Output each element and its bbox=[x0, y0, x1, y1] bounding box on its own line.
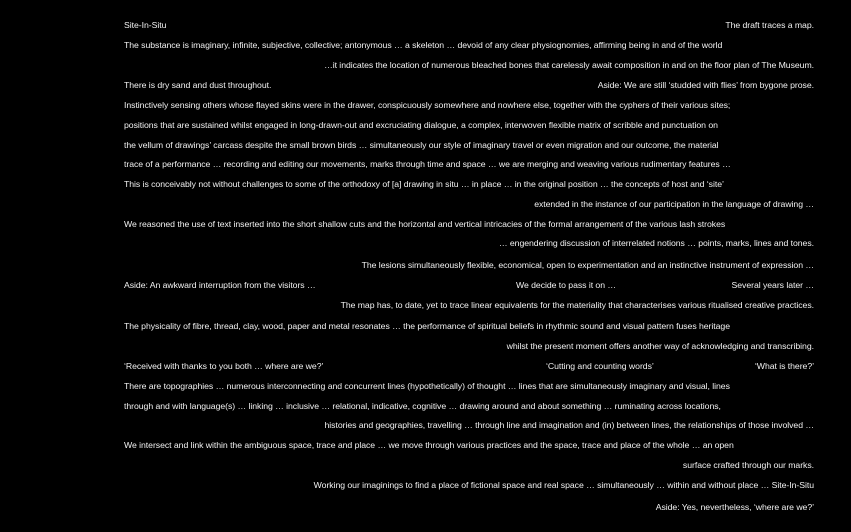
text-line: We intersect and link within the ambiguous space, trace and place … we move through various practices and the space, trace and place of the whole … an open bbox=[124, 440, 734, 450]
aside-line: Aside: Yes, nevertheless, ‘where are we?’ bbox=[655, 502, 814, 512]
text-row bbox=[124, 78, 814, 92]
text-line: There are topographies … numerous interconnecting and concurrent lines (hypothetically) of thought … lines that are simultaneously imaginary and visual, lines bbox=[124, 381, 730, 391]
text-line: The substance is imaginary, infinite, subjective, collective; antonymous … a skeleton … devoid of any clear physiognomies, affirming being in and of the world bbox=[124, 40, 723, 50]
aside-line: Aside: We are still ‘studded with flies’ from bygone prose. bbox=[597, 80, 814, 90]
text-line: histories and geographies, travelling … through line and imagination and (in) between lines, the relationships of those involved … bbox=[324, 420, 814, 430]
text-line: trace of a performance … recording and editing our movements, marks through time and space … we are merging and weaving various rudimentary features … bbox=[124, 159, 731, 169]
text-line: The physicality of fibre, thread, clay, wood, paper and metal resonates … the performance of spiritual beliefs in rhythmic sound and visual pattern fuses heritage bbox=[124, 321, 730, 331]
text-line: through and with language(s) … linking … inclusive … relational, indicative, cognitive … drawing around and about something … ruminating across locations, bbox=[124, 401, 721, 411]
text-line: Several years later … bbox=[731, 280, 814, 290]
text-line: We decide to pass it on … bbox=[516, 280, 616, 290]
text-line: …it indicates the location of numerous bleached bones that carelessly await composition in and on the floor plan of The Museum. bbox=[324, 60, 814, 70]
text-line: Working our imaginings to find a place of fictional space and real space … simultaneously … within and without place … Site-In-Situ bbox=[313, 480, 814, 490]
quote-line: ‘Cutting and counting words’ bbox=[546, 361, 654, 371]
text-line: the vellum of drawings’ carcass despite the small brown birds … simultaneously our style of imaginary travel or even migration and our outcome, the material bbox=[124, 140, 719, 150]
text-line: surface crafted through our marks. bbox=[682, 460, 814, 470]
quote-line: ‘Received with thanks to you both … where are we?’ bbox=[124, 361, 324, 371]
text-line: extended in the instance of our participation in the language of drawing … bbox=[534, 199, 814, 209]
text-line: whilst the present moment offers another way of acknowledging and transcribing. bbox=[506, 341, 814, 351]
text-line: The draft traces a map. bbox=[725, 20, 814, 30]
text-line: There is dry sand and dust throughout. bbox=[124, 80, 272, 90]
text-line: The lesions simultaneously flexible, economical, open to experimentation and an instinctive instrument of expression … bbox=[361, 260, 814, 270]
text-line: positions that are sustained whilst engaged in long-drawn-out and excruciating dialogue, a complex, interwoven flexible matrix of scribble and punctuation on bbox=[124, 120, 718, 130]
text-line: Instinctively sensing others whose flayed skins were in the drawer, conspicuously somewhere and nowhere else, together with the cyphers of their various sites; bbox=[124, 100, 731, 110]
text-line: We reasoned the use of text inserted into the short shallow cuts and the horizontal and vertical intricacies of the formal arrangement of the various lash strokes bbox=[124, 219, 726, 229]
quote-line: ‘What is there?’ bbox=[754, 361, 814, 371]
text-line: This is conceivably not without challenges to some of the orthodoxy of [a] drawing in situ … in place … in the original position … the concepts of host and ‘site’ bbox=[124, 179, 724, 189]
quote-row bbox=[124, 359, 814, 373]
text-line: The map has, to date, yet to trace linear equivalents for the materiality that characterises various ritualised creative practices. bbox=[340, 300, 814, 310]
page-title: Site-In-Situ bbox=[124, 20, 167, 30]
text-line: … engendering discussion of interrelated notions … points, marks, lines and tones. bbox=[498, 238, 814, 248]
title-row bbox=[124, 18, 814, 32]
aside-line: Aside: An awkward interruption from the visitors … bbox=[124, 280, 316, 290]
aside-row bbox=[124, 278, 814, 292]
